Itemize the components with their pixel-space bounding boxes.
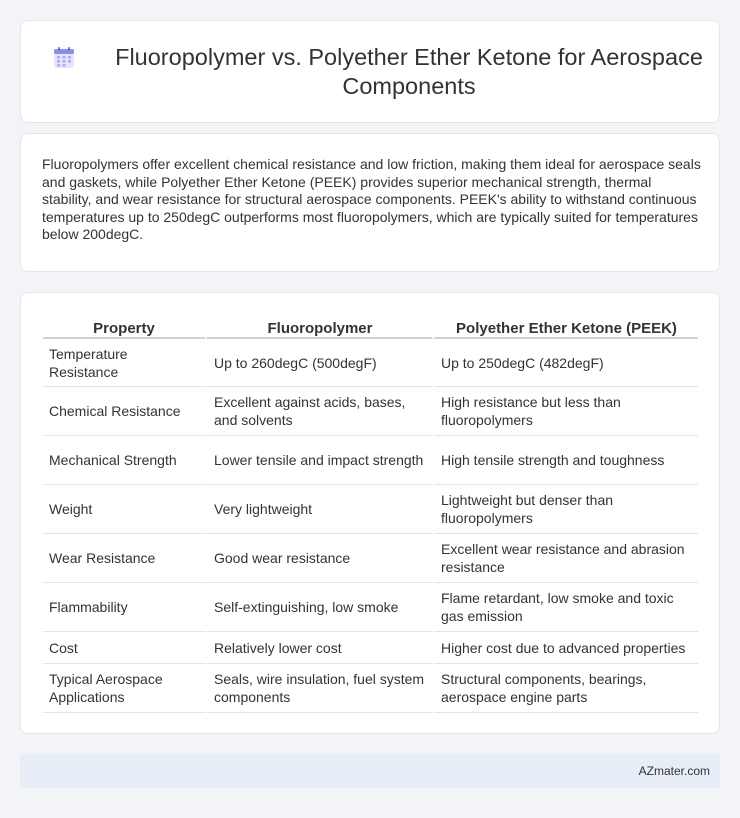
table-row: [43, 534, 698, 583]
fluoropolymer-cell: Seals, wire insulation, fuel system components: [205, 664, 432, 713]
header-peek: Polyether Ether Ketone (PEEK): [432, 316, 698, 339]
property-cell: Typical Aerospace Applications: [43, 664, 205, 713]
intro-paragraph: Fluoropolymers offer excellent chemical resistance and low friction, making them ideal for aerospace seals and gaskets, while Polyether Ether Ketone (PEEK) provides superior mechanical strength, thermal stability, and wear resistance for structural aerospace components. PEEK's ability to withstand continuous temperatures up to 250degC outperforms most fluoropolymers, which are typically suited for temperatures below 200degC.: [42, 156, 701, 242]
fluoropolymer-cell: Very lightweight: [205, 485, 432, 534]
table-card: [20, 292, 720, 734]
table-row: [43, 632, 698, 664]
comparison-table: [43, 316, 698, 713]
table-row: [43, 387, 698, 436]
footer-bar: [20, 754, 720, 788]
fluoropolymer-cell: Excellent against acids, bases, and solvents: [205, 387, 432, 436]
table-row: [43, 583, 698, 632]
property-cell: Wear Resistance: [43, 534, 205, 583]
fluoropolymer-cell: Self-extinguishing, low smoke: [205, 583, 432, 632]
property-cell: Mechanical Strength: [43, 436, 205, 485]
table-row: [43, 485, 698, 534]
title-card: [20, 20, 720, 123]
property-cell: Weight: [43, 485, 205, 534]
table-header-row: [43, 316, 698, 339]
fluoropolymer-cell: Lower tensile and impact strength: [205, 436, 432, 485]
footer-site-link[interactable]: AZmater.com: [638, 764, 710, 778]
peek-cell: Higher cost due to advanced properties: [432, 632, 698, 664]
fluoropolymer-cell: Relatively lower cost: [205, 632, 432, 664]
peek-cell: Lightweight but denser than fluoropolymers: [432, 485, 698, 534]
fluoropolymer-cell: Up to 260degC (500degF): [205, 339, 432, 387]
property-cell: Cost: [43, 632, 205, 664]
peek-cell: Up to 250degC (482degF): [432, 339, 698, 387]
header-fluoropolymer: Fluoropolymer: [205, 316, 432, 339]
property-cell: Temperature Resistance: [43, 339, 205, 387]
fluoropolymer-cell: Good wear resistance: [205, 534, 432, 583]
intro-card: [20, 133, 720, 272]
table-row: [43, 664, 698, 713]
table-row: [43, 339, 698, 387]
property-cell: Chemical Resistance: [43, 387, 205, 436]
peek-cell: Structural components, bearings, aerospace engine parts: [432, 664, 698, 713]
page-title: Fluoropolymer vs. Polyether Ether Ketone for Aerospace Components: [115, 44, 703, 99]
peek-cell: Flame retardant, low smoke and toxic gas emission: [432, 583, 698, 632]
peek-cell: High resistance but less than fluoropolymers: [432, 387, 698, 436]
peek-cell: Excellent wear resistance and abrasion resistance: [432, 534, 698, 583]
property-cell: Flammability: [43, 583, 205, 632]
table-row: [43, 436, 698, 485]
peek-cell: High tensile strength and toughness: [432, 436, 698, 485]
header-property: Property: [43, 316, 205, 339]
